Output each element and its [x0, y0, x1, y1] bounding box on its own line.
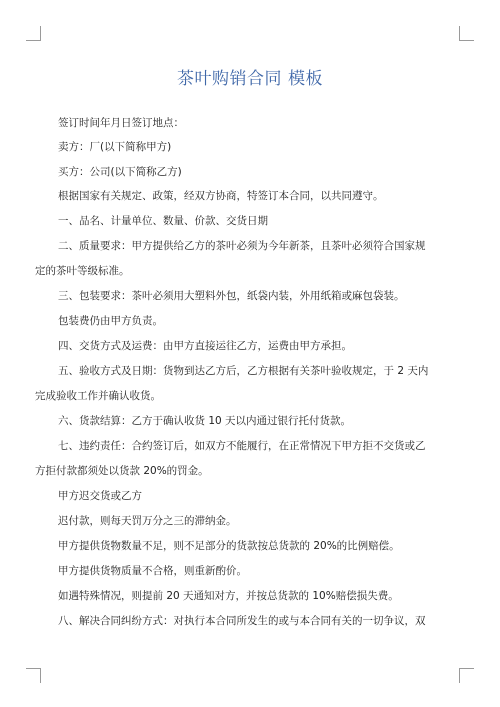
- paragraph-seller: 卖方：厂(以下简称甲方): [58, 141, 172, 153]
- paragraph-clause-7: 七、违约责任：合约签订后，如双方不能履行，在正常情况下甲方拒不交货或乙: [58, 440, 426, 452]
- paragraph-clause-2: 二、质量要求：甲方提供给乙方的茶叶必须为今年新茶，且茶叶必须符合国家规: [58, 240, 426, 252]
- paragraph-clause-4: 四、交货方式及运费：由甲方直接运往乙方，运费由甲方承担。: [58, 340, 352, 352]
- paragraph-clause-6: 六、货款结算：乙方于确认收货 10 天以内通过银行托付货款。: [58, 415, 352, 427]
- paragraph-clause-2-cont: 定的茶叶等级标准。: [35, 265, 130, 277]
- paragraph-clause-8: 八、解决合同纠纷方式：对执行本合同所发生的或与本合同有关的一切争议，双: [58, 615, 426, 627]
- paragraph-clause-5: 五、验收方式及日期：货物到达乙方后，乙方根据有关茶叶验收规定，于 2 天内: [58, 365, 429, 377]
- paragraph-buyer: 买方：公司(以下简称乙方): [58, 166, 182, 178]
- crop-mark-bottom-left: [26, 668, 41, 683]
- paragraph-late-delivery: 甲方迟交货或乙方: [58, 490, 142, 502]
- paragraph-clause-7-cont: 方拒付款都须处以货款 20%的罚金。: [35, 465, 209, 477]
- paragraph-quality-issue: 甲方提供货物质量不合格，则重新酌价。: [58, 565, 247, 577]
- paragraph-packing-fee: 包装费仍由甲方负责。: [58, 315, 163, 327]
- paragraph-special-case: 如遇特殊情况，则提前 20 天通知对方，并按总货款的 10%赔偿损失费。: [58, 590, 399, 602]
- paragraph-clause-5-cont: 完成验收工作并确认收货。: [35, 390, 161, 402]
- paragraph-clause-3: 三、包装要求：茶叶必须用大塑料外包，纸袋内装，外用纸箱或麻包袋装。: [58, 290, 405, 302]
- paragraph-clause-1: 一、品名、计量单位、数量、价款、交货日期: [58, 215, 268, 227]
- paragraph-quantity-shortage: 甲方提供货物数量不足，则不足部分的货款按总货款的 20%的比例赔偿。: [58, 540, 400, 552]
- crop-mark-top-right: [459, 26, 474, 41]
- document-title: 茶叶购销合同 模板: [177, 69, 323, 89]
- paragraph-preamble: 根据国家有关规定、政策，经双方协商，特签订本合同，以共同遵守。: [58, 190, 384, 202]
- paragraph-sign-info: 签订时间年月日签订地点：: [58, 117, 184, 129]
- crop-mark-bottom-right: [459, 668, 474, 683]
- crop-mark-top-left: [26, 26, 41, 41]
- paragraph-late-payment: 迟付款，则每天罚万分之三的滞纳金。: [58, 515, 237, 527]
